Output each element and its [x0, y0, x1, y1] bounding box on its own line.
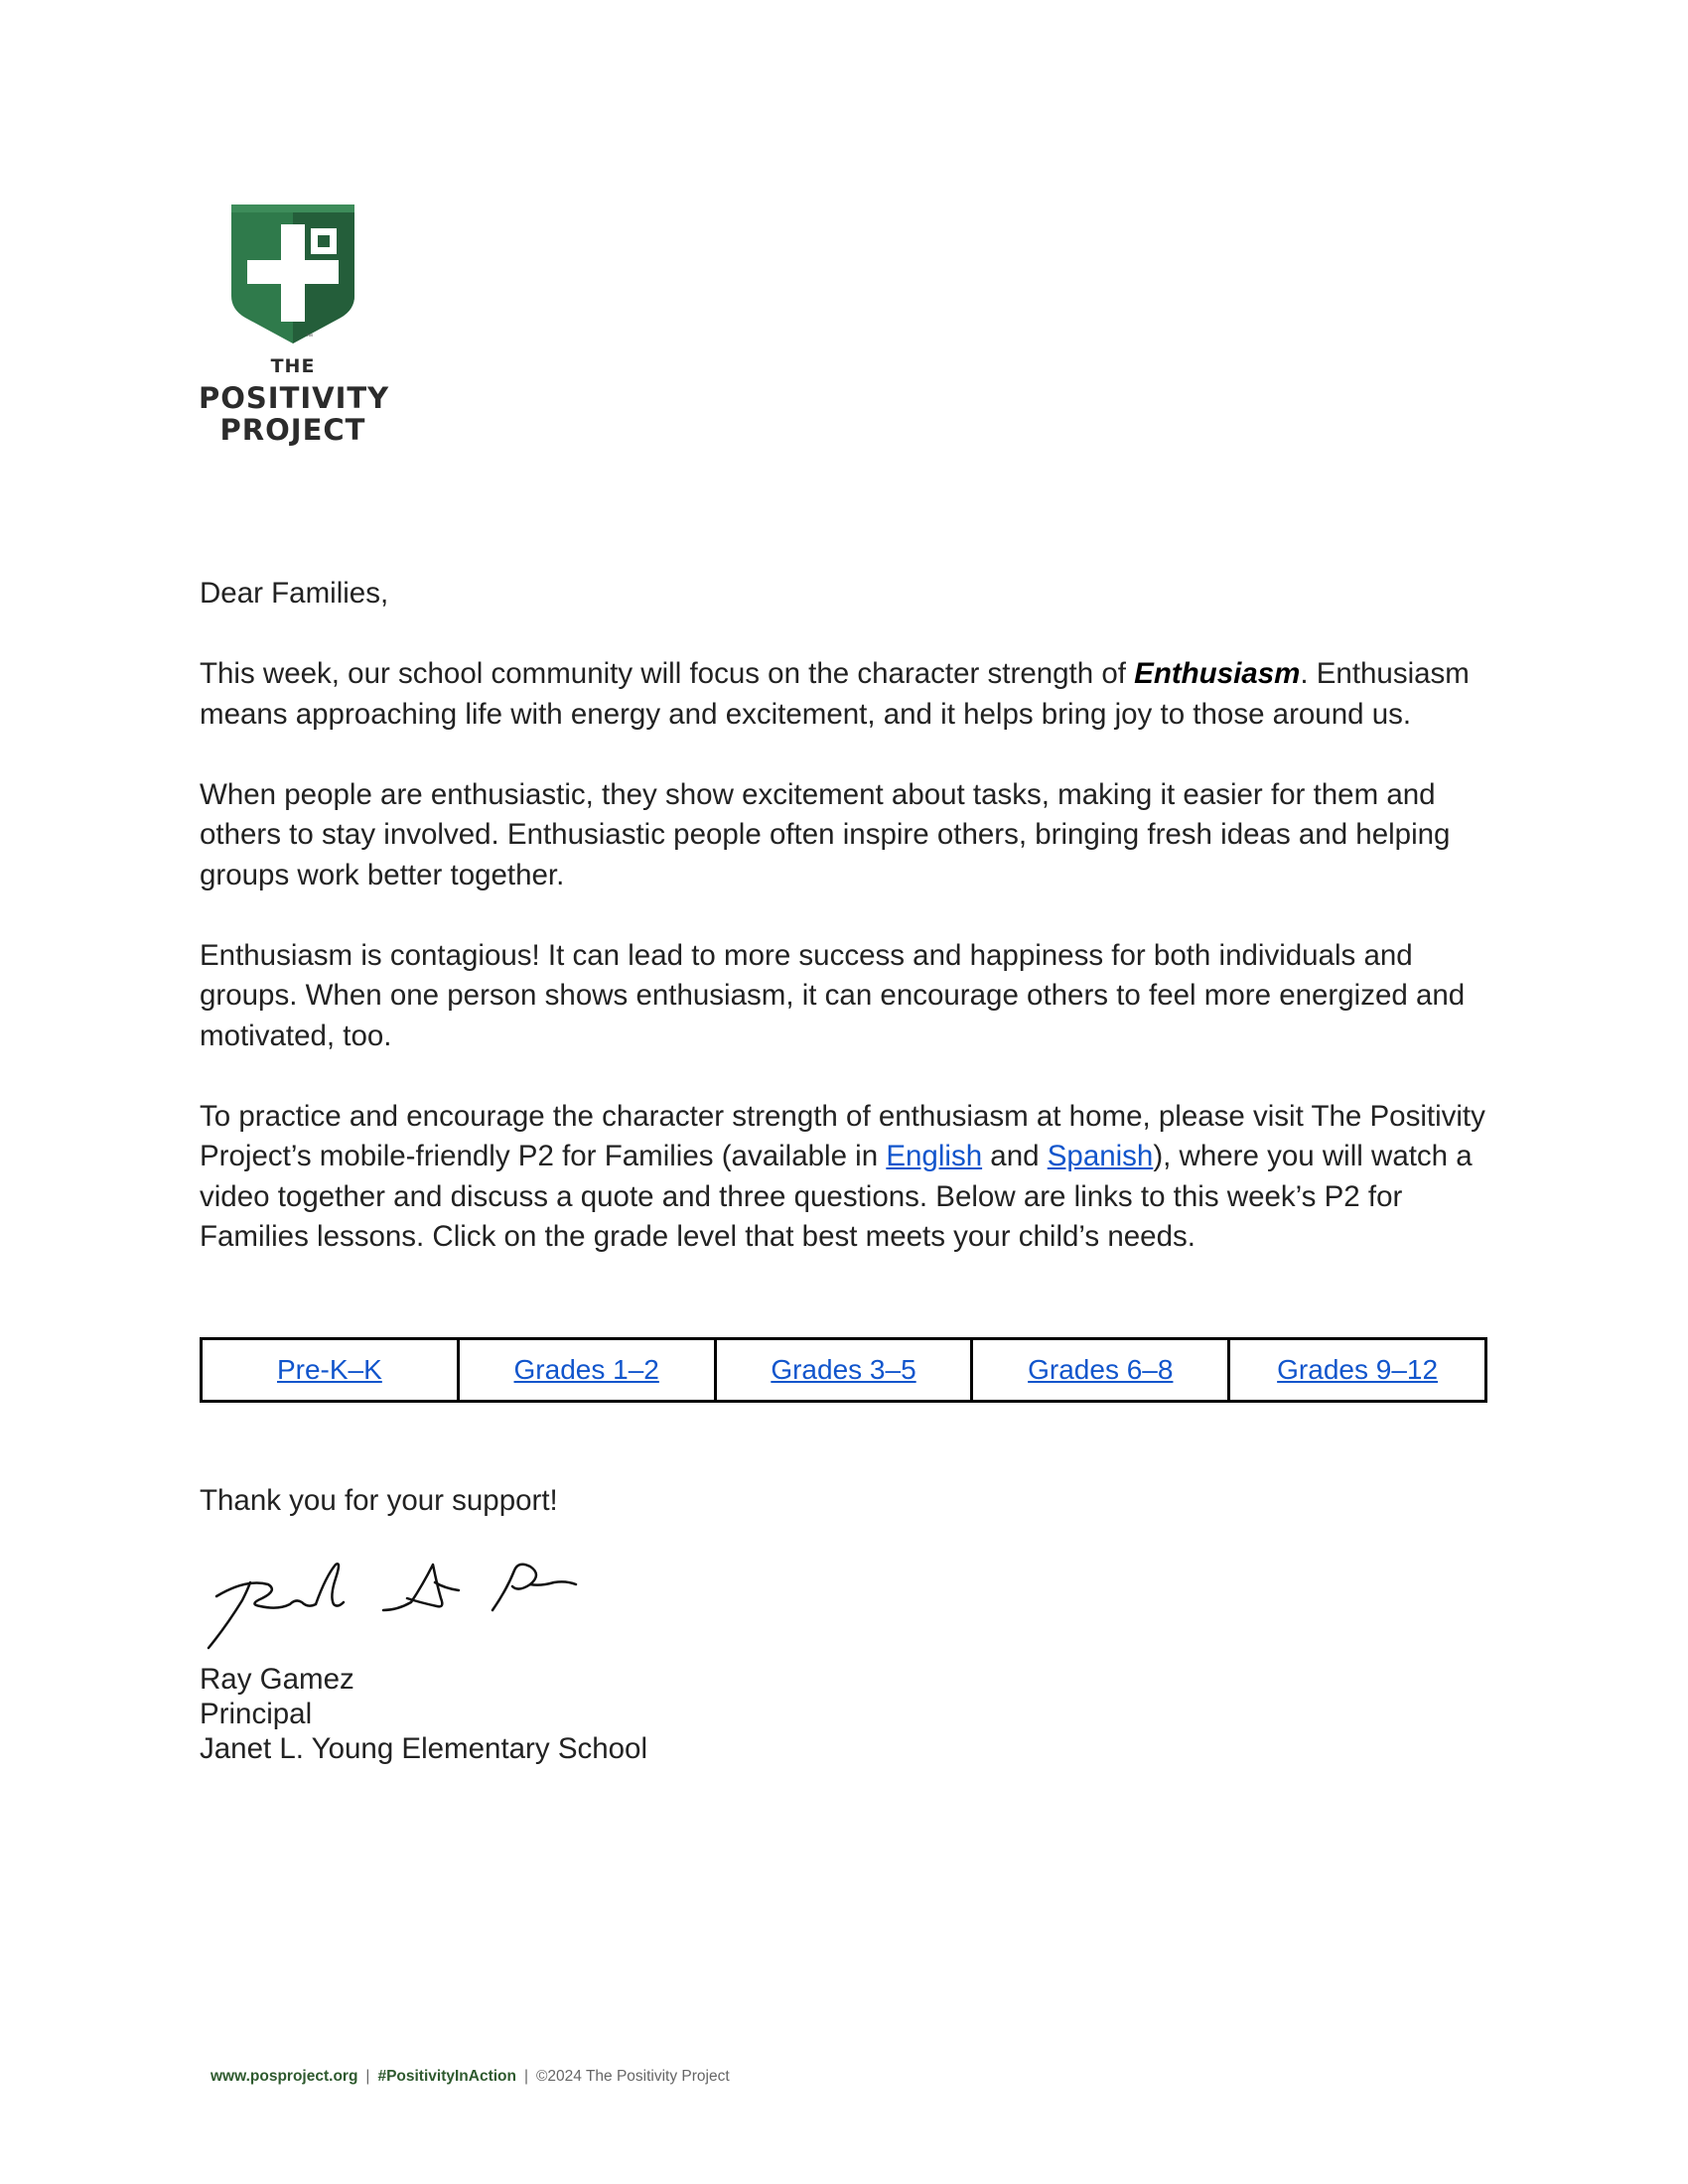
- paragraph-practice-start: To practice and encourage the character strength of enthusiasm at home, please visit The Positivity Project’s mobile-friendly P2 for Families (available in: [200, 1099, 1485, 1172]
- spanish-link[interactable]: Spanish: [1047, 1140, 1154, 1172]
- grade-cell: [202, 1339, 459, 1402]
- footer-hashtag: #PositivityInAction: [377, 2068, 516, 2085]
- grade-link-6-8[interactable]: Grades 6–8: [1028, 1354, 1174, 1385]
- logo-text-positivity: POSITIVITY: [199, 381, 390, 415]
- grade-links-row: [202, 1339, 1486, 1402]
- paragraph-intro-end: . Enthusiasm means approaching life with energy and excitement, and it helps bring joy to those around us.: [200, 657, 1470, 731]
- paragraph-enthusiastic-people: When people are enthusiastic, they show excitement about tasks, making it easier for them and others to stay involved. Enthusiastic people often inspire others, bringing fresh ideas and helping groups work better together.: [200, 777, 1451, 891]
- signature-image: [199, 1549, 616, 1658]
- paragraph-practice-and: and: [982, 1140, 1048, 1172]
- english-link[interactable]: English: [886, 1140, 983, 1172]
- paragraph-intro-start: This week, our school community will focus on the character strength of: [200, 657, 1135, 690]
- greeting: Dear Families,: [200, 577, 389, 610]
- grade-link-prek-k[interactable]: Pre-K–K: [276, 1354, 382, 1385]
- signer-block: [200, 1662, 647, 1766]
- footer-copyright: ©2024 The Positivity Project: [536, 2068, 730, 2085]
- trademark-symbol: ™: [306, 334, 313, 341]
- grade-cell: [458, 1339, 715, 1402]
- grade-cell: [972, 1339, 1229, 1402]
- positivity-project-logo: [199, 199, 390, 447]
- paragraph-practice-end: ), where you will watch a video together and discuss a quote and three questions. Below are links to this week’s P2 for Families lessons. Click on the grade level that best meets your child’s needs.: [200, 1140, 1473, 1253]
- footer-separator: |: [365, 2068, 370, 2085]
- grade-link-9-12[interactable]: Grades 9–12: [1277, 1354, 1439, 1385]
- signer-name: Ray Gamez: [200, 1663, 354, 1696]
- strength-name: Enthusiasm: [1134, 657, 1301, 690]
- footer-website: www.posproject.org: [211, 2068, 358, 2085]
- signer-title: Principal: [200, 1698, 313, 1730]
- logo-text-the: THE: [270, 355, 316, 377]
- paragraph-contagious: Enthusiasm is contagious! It can lead to more success and happiness for both individuals and groups. When one person shows enthusiasm, it can encourage others to feel more energized and motivated, too.: [200, 938, 1466, 1052]
- page-footer: [211, 2068, 730, 2086]
- footer-separator: |: [523, 2068, 529, 2085]
- grade-links-table: [200, 1337, 1487, 1403]
- logo-text-project: PROJECT: [219, 413, 366, 447]
- closing-thanks: Thank you for your support!: [200, 1484, 558, 1517]
- grade-link-3-5[interactable]: Grades 3–5: [771, 1354, 916, 1385]
- grade-cell: [715, 1339, 972, 1402]
- shield-plus-icon: [223, 199, 362, 347]
- signer-school: Janet L. Young Elementary School: [200, 1732, 648, 1765]
- letter-body: [200, 574, 1490, 1297]
- paragraph-intro: [200, 654, 1490, 735]
- paragraph-practice: [200, 1097, 1490, 1258]
- grade-cell: [1229, 1339, 1486, 1402]
- grade-link-1-2[interactable]: Grades 1–2: [513, 1354, 659, 1385]
